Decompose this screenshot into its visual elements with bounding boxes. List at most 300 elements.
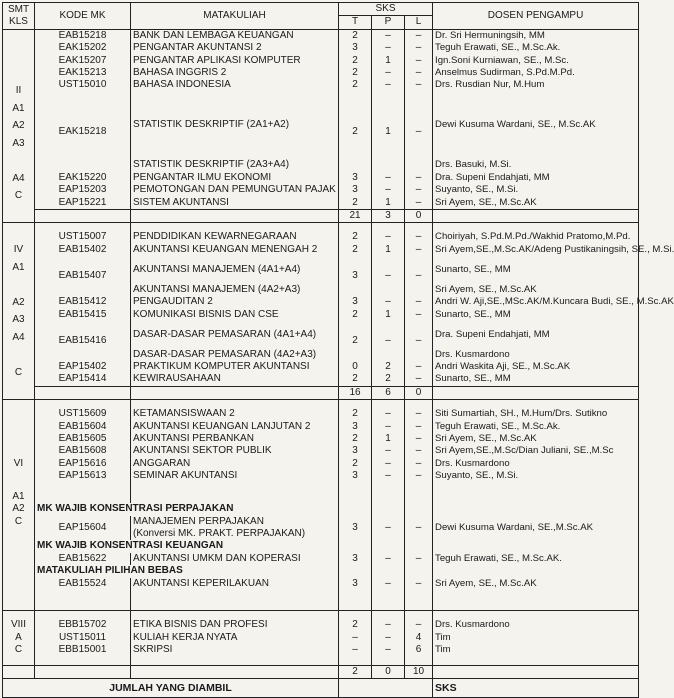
sks-p: – bbox=[372, 516, 405, 541]
table-row bbox=[3, 433, 639, 445]
sks-p: – bbox=[372, 408, 405, 420]
table-row bbox=[3, 55, 639, 67]
lecturer-name: Drs. Rusdian Nur, M.Hum bbox=[433, 79, 639, 91]
lecturer-name: Sri Ayem, SE., M.Sc.AK bbox=[433, 433, 639, 445]
curriculum-table bbox=[2, 2, 674, 698]
empty-cell bbox=[372, 540, 405, 552]
course-name: STATISTIK DESKRIPTIF (2A3+A4) bbox=[131, 159, 339, 171]
empty-cell bbox=[433, 657, 639, 666]
spacer-row bbox=[3, 400, 639, 409]
lecturer-name: Teguh Erawati, SE., M.Sc.AK. bbox=[433, 553, 639, 565]
empty-cell bbox=[3, 483, 35, 491]
jumlah-label: JUMLAH YANG DIAMBIL bbox=[3, 678, 339, 697]
semester-class-item: A2 bbox=[12, 296, 25, 308]
empty-cell bbox=[433, 611, 639, 620]
semester-class-item: IV bbox=[13, 243, 24, 255]
empty-cell bbox=[3, 590, 35, 602]
sks-p: – bbox=[372, 256, 405, 296]
course-name: BANK DAN LEMBAGA KEUANGAN bbox=[131, 29, 339, 42]
empty-cell bbox=[131, 386, 339, 399]
curriculum-body bbox=[3, 29, 674, 697]
course-code: UST15007 bbox=[35, 231, 131, 243]
semester-class-label: C bbox=[3, 644, 35, 656]
section-heading-row bbox=[3, 540, 639, 552]
sks-t: 2 bbox=[339, 92, 372, 172]
empty-cell bbox=[3, 657, 35, 666]
sks-t: 3 bbox=[339, 553, 372, 565]
empty-cell bbox=[3, 665, 35, 678]
empty-cell bbox=[3, 553, 35, 565]
table-row bbox=[3, 445, 639, 457]
table-row bbox=[3, 632, 639, 644]
empty-cell bbox=[372, 602, 405, 611]
sks-p: – bbox=[372, 321, 405, 361]
empty-cell bbox=[372, 491, 405, 503]
lecturer-name: Choiriyah, S.Pd.M.Pd./Wakhid Pratomo,M.Pd. bbox=[433, 231, 639, 243]
sks-t: 2 bbox=[339, 433, 372, 445]
course-code: EAP15604 bbox=[35, 516, 131, 541]
course-name: AKUNTANSI KEUANGAN LANJUTAN 2 bbox=[131, 421, 339, 433]
empty-cell bbox=[372, 657, 405, 666]
lecturer-name: Suyanto, SE., M.Si. bbox=[433, 470, 639, 482]
lecturer-name: Ign.Soni Kurniawan, SE., M.Sc. bbox=[433, 55, 639, 67]
empty-cell bbox=[131, 209, 339, 222]
lecturer-name: Drs. Kusmardono bbox=[433, 458, 639, 470]
total-l: 0 bbox=[405, 209, 433, 222]
sks-l: – bbox=[405, 55, 433, 67]
semester-class-item: II bbox=[15, 85, 22, 97]
sks-t: 3 bbox=[339, 421, 372, 433]
empty-cell bbox=[433, 590, 639, 602]
sks-t: 2 bbox=[339, 408, 372, 420]
empty-cell bbox=[372, 503, 405, 515]
empty-cell bbox=[433, 491, 639, 503]
spacer-row bbox=[3, 611, 639, 620]
sks-p: 1 bbox=[372, 197, 405, 210]
sks-p: – bbox=[372, 184, 405, 196]
empty-cell bbox=[339, 657, 372, 666]
semester-class-label bbox=[3, 433, 35, 445]
sks-t: 2 bbox=[339, 55, 372, 67]
course-name: ETIKA BISNIS DAN PROFESI bbox=[131, 619, 339, 631]
header-sks: SKS bbox=[339, 3, 433, 16]
total-row bbox=[3, 386, 639, 399]
empty-cell bbox=[405, 223, 433, 232]
course-code: EAP15616 bbox=[35, 458, 131, 470]
lecturer-name: Siti Sumartiah, SH., M.Hum/Drs. Sutikno bbox=[433, 408, 639, 420]
total-t: 16 bbox=[339, 386, 372, 399]
empty-cell bbox=[405, 565, 433, 577]
sks-l: – bbox=[405, 516, 433, 541]
header-p: P bbox=[372, 16, 405, 29]
total-p: 0 bbox=[372, 665, 405, 678]
sks-p: 1 bbox=[372, 309, 405, 321]
course-name: PENGANTAR AKUNTANSI 2 bbox=[131, 42, 339, 54]
semester-class-item bbox=[5, 47, 32, 65]
sks-p: 1 bbox=[372, 55, 405, 67]
sks-l: – bbox=[405, 92, 433, 172]
course-name: AKUNTANSI KEUANGAN MENENGAH 2 bbox=[131, 244, 339, 256]
table-row bbox=[3, 296, 639, 308]
empty-cell bbox=[433, 565, 639, 577]
section-heading-pilihan-bebas: MATAKULIAH PILIHAN BEBAS bbox=[35, 565, 339, 577]
semester-class-item bbox=[5, 382, 32, 400]
empty-cell bbox=[339, 678, 433, 697]
semester-class-label: A bbox=[3, 632, 35, 644]
course-code: EAB15604 bbox=[35, 421, 131, 433]
course-code: EAB15218 bbox=[35, 29, 131, 42]
course-name: SISTEM AKUNTANSI bbox=[131, 197, 339, 210]
empty-cell bbox=[131, 611, 339, 620]
empty-cell bbox=[405, 657, 433, 666]
course-code: UST15010 bbox=[35, 79, 131, 91]
course-code: EAB15412 bbox=[35, 296, 131, 308]
sks-p: – bbox=[372, 296, 405, 308]
semester-class-item bbox=[5, 276, 32, 294]
total-p: 6 bbox=[372, 386, 405, 399]
sks-p: – bbox=[372, 29, 405, 42]
empty-cell bbox=[35, 657, 131, 666]
sks-p: – bbox=[372, 644, 405, 656]
empty-cell bbox=[372, 400, 405, 409]
sks-t: 2 bbox=[339, 309, 372, 321]
sks-t: 3 bbox=[339, 470, 372, 482]
course-name: SKRIPSI bbox=[131, 644, 339, 656]
course-name: BAHASA INDONESIA bbox=[131, 79, 339, 91]
sks-t: 3 bbox=[339, 516, 372, 541]
table-row bbox=[3, 256, 639, 284]
lecturer-name: Dewi Kusuma Wardani, SE.,M.Sc.AK bbox=[433, 516, 639, 541]
course-name: PENGAUDITAN 2 bbox=[131, 296, 339, 308]
section-heading-row bbox=[3, 503, 639, 515]
semester-class-item: A1 bbox=[12, 102, 25, 114]
table-row bbox=[3, 516, 639, 528]
sks-p: – bbox=[372, 231, 405, 243]
table-row bbox=[3, 408, 639, 420]
lecturer-name: Sunarto, SE., MM bbox=[433, 256, 639, 284]
table-row bbox=[3, 619, 639, 631]
empty-cell bbox=[433, 540, 639, 552]
lecturer-name: Sunarto, SE., MM bbox=[433, 309, 639, 321]
sks-l: – bbox=[405, 553, 433, 565]
course-code: EAB15416 bbox=[35, 321, 131, 361]
sks-p: – bbox=[372, 553, 405, 565]
lecturer-name: Dra. Supeni Endahjati, MM bbox=[433, 172, 639, 184]
sks-p: – bbox=[372, 445, 405, 457]
empty-cell bbox=[35, 386, 131, 399]
course-code: EAK15220 bbox=[35, 172, 131, 184]
lecturer-name: Andri W. Aji,SE.,MSc.AK/M.Kuncara Budi, SE., M.Sc.AK bbox=[433, 296, 639, 308]
empty-cell bbox=[372, 483, 405, 491]
lecturer-name: Sri Ayem, SE., M.Sc.AK bbox=[433, 578, 639, 590]
table-row bbox=[3, 197, 639, 210]
empty-cell bbox=[3, 540, 35, 552]
empty-cell bbox=[372, 590, 405, 602]
semester-class-label bbox=[3, 421, 35, 433]
total-p: 3 bbox=[372, 209, 405, 222]
sks-t: 2 bbox=[339, 244, 372, 256]
course-code: EAB15415 bbox=[35, 309, 131, 321]
semester-class-item: A4 bbox=[12, 331, 25, 343]
table-row bbox=[3, 29, 639, 42]
table-row bbox=[3, 491, 639, 503]
sks-t: 2 bbox=[339, 458, 372, 470]
empty-cell bbox=[35, 665, 131, 678]
table-row bbox=[3, 361, 639, 373]
lecturer-name: Drs. Kusmardono bbox=[433, 619, 639, 631]
sks-label: SKS bbox=[433, 678, 639, 697]
course-code: EAP15203 bbox=[35, 184, 131, 196]
sks-l: – bbox=[405, 433, 433, 445]
empty-cell bbox=[405, 491, 433, 503]
course-name: AKUNTANSI KEPERILAKUAN bbox=[131, 578, 339, 590]
sks-l: – bbox=[405, 67, 433, 79]
course-name: AKUNTANSI MANAJEMEN (4A2+A3) bbox=[131, 284, 339, 296]
semester-class-item bbox=[5, 223, 32, 241]
sks-p: – bbox=[372, 578, 405, 590]
sks-l: – bbox=[405, 296, 433, 308]
course-name: KULIAH KERJA NYATA bbox=[131, 632, 339, 644]
course-name: PEMOTONGAN DAN PEMUNGUTAN PAJAK bbox=[131, 184, 339, 196]
course-name: ANGGARAN bbox=[131, 458, 339, 470]
lecturer-name: Tim bbox=[433, 632, 639, 644]
course-code: EAP15402 bbox=[35, 361, 131, 373]
sks-t: 3 bbox=[339, 42, 372, 54]
sks-l: – bbox=[405, 619, 433, 631]
empty-cell bbox=[405, 540, 433, 552]
empty-cell bbox=[339, 590, 372, 602]
course-code: EAK15202 bbox=[35, 42, 131, 54]
semester-class-label: VI bbox=[3, 458, 35, 470]
sks-p: 1 bbox=[372, 244, 405, 256]
empty-cell bbox=[405, 400, 433, 409]
sks-p: – bbox=[372, 619, 405, 631]
semester-class-item bbox=[5, 205, 32, 223]
empty-cell bbox=[339, 611, 372, 620]
sks-l: 6 bbox=[405, 644, 433, 656]
sks-l: – bbox=[405, 470, 433, 482]
semester-class-label bbox=[3, 408, 35, 420]
sks-l: – bbox=[405, 309, 433, 321]
empty-cell bbox=[339, 491, 372, 503]
lecturer-name: Sri Ayem,SE.,M.Sc/Dian Juliani, SE.,M.Sc bbox=[433, 445, 639, 457]
header-dosen: DOSEN PENGAMPU bbox=[433, 3, 639, 30]
table-row bbox=[3, 42, 639, 54]
semester-class-label bbox=[3, 445, 35, 457]
table-row bbox=[3, 644, 639, 656]
course-name: PENDDIDIKAN KEWARNEGARAAN bbox=[131, 231, 339, 243]
lecturer-name: Sri Ayem, SE., M.Sc.AK bbox=[433, 197, 639, 210]
table-row bbox=[3, 470, 639, 482]
table-row bbox=[3, 553, 639, 565]
empty-cell bbox=[405, 503, 433, 515]
header-t: T bbox=[339, 16, 372, 29]
total-row bbox=[3, 209, 639, 222]
total-l: 10 bbox=[405, 665, 433, 678]
semester-class-label bbox=[3, 470, 35, 482]
empty-cell bbox=[131, 483, 339, 491]
table-row bbox=[3, 184, 639, 196]
sks-p: – bbox=[372, 470, 405, 482]
semester-class-label: VIII bbox=[3, 619, 35, 631]
semester-class-item bbox=[5, 152, 32, 170]
total-t: 21 bbox=[339, 209, 372, 222]
empty-cell bbox=[131, 590, 339, 602]
empty-cell bbox=[433, 665, 639, 678]
table-row bbox=[3, 373, 639, 386]
course-code: UST15609 bbox=[35, 408, 131, 420]
sks-t: 0 bbox=[339, 361, 372, 373]
table-row bbox=[3, 421, 639, 433]
semester-class-item: A3 bbox=[12, 314, 25, 326]
course-code: EAB15402 bbox=[35, 244, 131, 256]
total-row bbox=[3, 665, 639, 678]
table-row bbox=[3, 244, 639, 256]
sks-t: 2 bbox=[339, 619, 372, 631]
lecturer-name: Teguh Erawati, SE., M.Sc.Ak. bbox=[433, 42, 639, 54]
section-heading-row bbox=[3, 565, 639, 577]
lecturer-name: Dra. Supeni Endahjati, MM bbox=[433, 321, 639, 349]
semester-class-item bbox=[5, 30, 32, 48]
course-name: KOMUNIKASI BISNIS DAN CSE bbox=[131, 309, 339, 321]
sks-t: 2 bbox=[339, 79, 372, 91]
course-code: EAP15221 bbox=[35, 197, 131, 210]
sks-p: – bbox=[372, 421, 405, 433]
empty-cell bbox=[339, 540, 372, 552]
course-name: STATISTIK DESKRIPTIF (2A1+A2) bbox=[131, 92, 339, 159]
sks-t: – bbox=[339, 644, 372, 656]
lecturer-name: Drs. Basuki, M.Si. bbox=[433, 159, 639, 171]
table-row bbox=[3, 578, 639, 590]
course-code: EAK15207 bbox=[35, 55, 131, 67]
course-code: EBB15702 bbox=[35, 619, 131, 631]
empty-cell bbox=[433, 223, 639, 232]
course-name: KEWIRAUSAHAAN bbox=[131, 373, 339, 386]
empty-cell bbox=[405, 611, 433, 620]
sks-p: 2 bbox=[372, 361, 405, 373]
table-row bbox=[3, 231, 639, 243]
semester-class-item bbox=[5, 65, 32, 83]
course-name: SEMINAR AKUNTANSI bbox=[131, 470, 339, 482]
semester-class-label: A2 bbox=[3, 503, 35, 515]
sks-t: 3 bbox=[339, 445, 372, 457]
header-matakuliah: MATAKULIAH bbox=[131, 3, 339, 30]
empty-cell bbox=[35, 483, 131, 491]
lecturer-name: Suyanto, SE., M.Si. bbox=[433, 184, 639, 196]
sks-l: – bbox=[405, 321, 433, 361]
semester-class-item: C bbox=[14, 190, 23, 202]
course-code: EAK15213 bbox=[35, 67, 131, 79]
course-code: EAB15622 bbox=[35, 553, 131, 565]
sks-t: 2 bbox=[339, 373, 372, 386]
spacer-row bbox=[3, 223, 639, 232]
empty-cell bbox=[35, 400, 131, 409]
course-code: EAB15524 bbox=[35, 578, 131, 590]
empty-cell bbox=[433, 503, 639, 515]
sks-l: – bbox=[405, 42, 433, 54]
semester-class-label bbox=[3, 29, 35, 223]
sks-p: – bbox=[372, 42, 405, 54]
empty-cell bbox=[372, 223, 405, 232]
empty-cell bbox=[339, 602, 372, 611]
lecturer-name: Drs. Kusmardono bbox=[433, 349, 639, 361]
header-kode-mk: KODE MK bbox=[35, 3, 131, 30]
course-name: KETAMANSISWAAN 2 bbox=[131, 408, 339, 420]
course-code: EAK15218 bbox=[35, 92, 131, 172]
empty-cell bbox=[35, 491, 131, 503]
empty-cell bbox=[3, 602, 35, 611]
sks-t: 3 bbox=[339, 256, 372, 296]
sks-l: – bbox=[405, 172, 433, 184]
sks-t: 2 bbox=[339, 29, 372, 42]
empty-cell bbox=[131, 665, 339, 678]
empty-cell bbox=[3, 400, 35, 409]
course-name: AKUNTANSI PERBANKAN bbox=[131, 433, 339, 445]
sks-l: – bbox=[405, 421, 433, 433]
lecturer-name: Teguh Erawati, SE., M.Sc.Ak. bbox=[433, 421, 639, 433]
empty-cell bbox=[35, 611, 131, 620]
header-smt-kls: SMT KLS bbox=[3, 3, 35, 30]
course-name: AKUNTANSI SEKTOR PUBLIK bbox=[131, 445, 339, 457]
empty-cell bbox=[339, 483, 372, 491]
sks-p: – bbox=[372, 458, 405, 470]
sks-t: 2 bbox=[339, 321, 372, 361]
sks-p: 2 bbox=[372, 373, 405, 386]
sks-l: – bbox=[405, 29, 433, 42]
empty-cell bbox=[35, 590, 131, 602]
lecturer-name: Sri Ayem, SE., M.Sc.AK bbox=[433, 284, 639, 296]
lecturer-name: Andri Waskita Aji, SE., M.Sc.AK bbox=[433, 361, 639, 373]
sks-l: – bbox=[405, 197, 433, 210]
empty-cell bbox=[372, 611, 405, 620]
footer-row bbox=[3, 678, 639, 697]
semester-class-item bbox=[5, 346, 32, 364]
sks-l: – bbox=[405, 445, 433, 457]
sks-p: – bbox=[372, 172, 405, 184]
sks-l: – bbox=[405, 578, 433, 590]
table-row bbox=[3, 92, 639, 159]
semester-class-item: A4 bbox=[12, 172, 25, 184]
empty-cell bbox=[131, 491, 339, 503]
sks-p: 1 bbox=[372, 433, 405, 445]
sks-t: 3 bbox=[339, 172, 372, 184]
empty-cell bbox=[405, 590, 433, 602]
empty-cell bbox=[405, 602, 433, 611]
course-code: EAP15613 bbox=[35, 470, 131, 482]
table-row bbox=[3, 309, 639, 321]
empty-cell bbox=[131, 223, 339, 232]
section-heading-keuangan: MK WAJIB KONSENTRASI KEUANGAN bbox=[35, 540, 339, 552]
course-code: EAB15407 bbox=[35, 256, 131, 296]
semester-class-item: C bbox=[14, 367, 23, 379]
sks-t: 3 bbox=[339, 184, 372, 196]
empty-cell bbox=[35, 223, 131, 232]
course-name: PRAKTIKUM KOMPUTER AKUNTANSI bbox=[131, 361, 339, 373]
course-name: BAHASA INGGRIS 2 bbox=[131, 67, 339, 79]
course-code: EAB15605 bbox=[35, 433, 131, 445]
course-name: PENGANTAR ILMU EKONOMI bbox=[131, 172, 339, 184]
table-row bbox=[3, 79, 639, 91]
spacer-row bbox=[3, 483, 639, 491]
sks-p: – bbox=[372, 632, 405, 644]
sks-l: 4 bbox=[405, 632, 433, 644]
sks-l: – bbox=[405, 458, 433, 470]
lecturer-name: Dr. Sri Hermuningsih, MM bbox=[433, 29, 639, 42]
course-name: AKUNTANSI UMKM DAN KOPERASI bbox=[131, 553, 339, 565]
empty-cell bbox=[131, 400, 339, 409]
empty-cell bbox=[433, 400, 639, 409]
course-name: (Konversi MK. PRAKT. PERPAJAKAN) bbox=[131, 528, 339, 540]
